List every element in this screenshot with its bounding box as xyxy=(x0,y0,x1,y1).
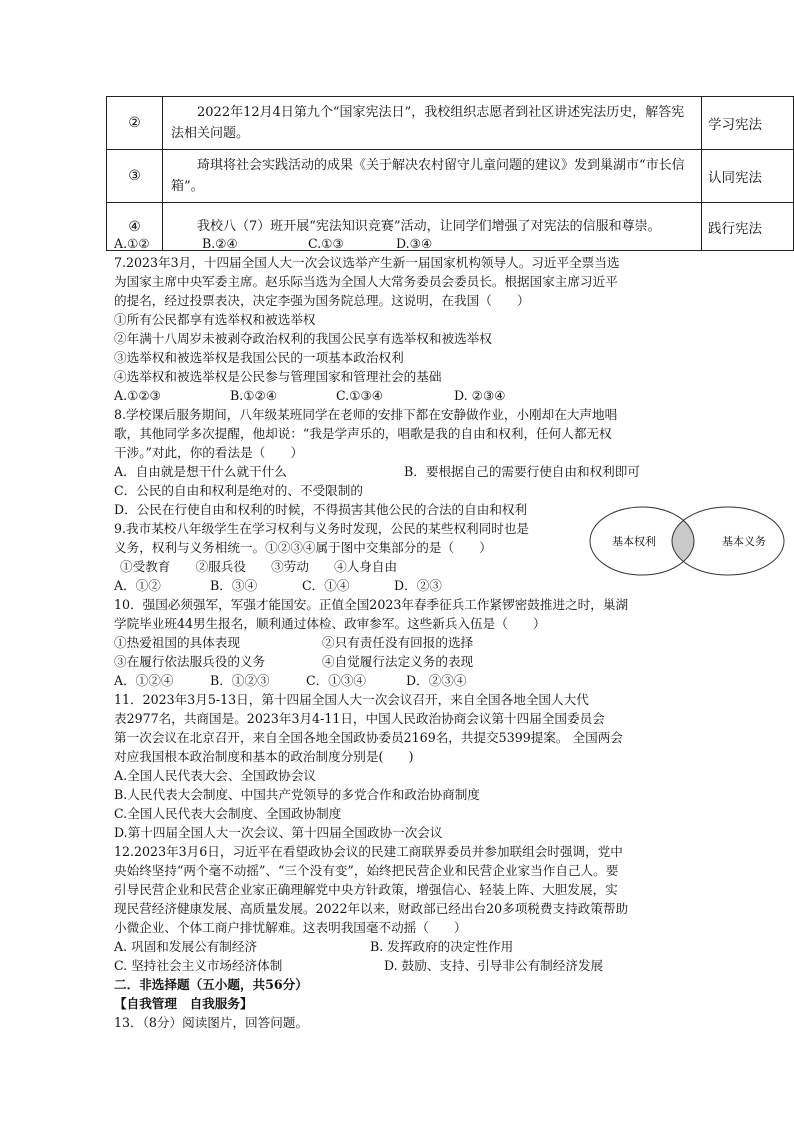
q7-stem: 为国家主席中央军委主席。赵乐际当选为全国人大常务委员会委员长。根据国家主席习近平 xyxy=(114,274,618,289)
q12-stem: 现民营经济健康发展、高质量发展。2022年以来，财政部已经出台20多项税费支持政策帮助 xyxy=(114,901,629,916)
option-a: A．自由就是想干什么就干什么 xyxy=(114,464,287,479)
option-c: C. 坚持社会主义市场经济体制 xyxy=(114,958,283,973)
q12-options-cd xyxy=(114,956,674,975)
option-b: B．③④ xyxy=(210,578,258,593)
q12-stem: 引导民营企业和民营企业家正确理解党中央方针政策，增强信心、轻装上阵、大胆发展，实 xyxy=(114,882,618,897)
row-text: 琦琪将社会实践活动的成果《关于解决农村留守儿童问题的建议》发到巢湖市“市长信箱”。 xyxy=(163,150,702,203)
option-d: D.第十四届全国人大一次会议、第十四届全国政协一次会议 xyxy=(114,825,443,840)
constitution-table xyxy=(106,96,794,251)
item-1: ①热爱祖国的具体表现 xyxy=(114,635,240,650)
q8-options-ab xyxy=(114,462,674,481)
row-text: 2022年12月4日第九个“国家宪法日”，我校组织志愿者到社区讲述宪法历史，解答宪法相关问题。 xyxy=(163,97,702,150)
q7-item: ①所有公民都享有选举权和被选举权 xyxy=(114,312,316,327)
option-c: C.①③ xyxy=(308,236,344,251)
option-c: C．公民的自由和权利是绝对的、不受限制的 xyxy=(114,483,363,498)
option-d: D．公民在行使自由和权利的时候，不得损害其他公民的合法的自由和权利 xyxy=(114,502,528,517)
option-c: C．①④ xyxy=(302,578,350,593)
q9-stem: 9.我市某校八年级学生在学习权利与义务时发现，公民的某些权利同时也是 xyxy=(114,521,530,536)
option-c: C．①③④ xyxy=(306,673,367,688)
section-heading: 二．非选择题（五小题，共56分） xyxy=(114,977,308,992)
q12-stem: 小微企业、个体工商户排忧解难。这表明我国毫不动摇（ ） xyxy=(114,920,467,935)
row-tag: 践行宪法 xyxy=(702,203,794,251)
q7-item: ③选举权和被选举权是我国公民的一项基本政治权利 xyxy=(114,350,404,365)
q7-item: ②年满十八周岁未被剥夺政治权利的我国公民享有选举权和被选举权 xyxy=(114,331,492,346)
option-c: C.全国人民代表大会制度、全国政协制度 xyxy=(114,806,342,821)
option-b: B.①②④ xyxy=(230,388,278,403)
q10-items xyxy=(114,633,674,652)
q10-stem: 学院毕业班44男生报名，顺利通过体检、政审参军。这些新兵入伍是（ ） xyxy=(114,616,546,631)
section-tag: 【自我管理 自我服务】 xyxy=(114,996,253,1011)
venn-left-label: 基本权利 xyxy=(612,535,656,548)
option-a: A.全国人民代表大会、全国政协会议 xyxy=(114,768,317,783)
option-d: D. 鼓励、支持、引导非公有制经济发展 xyxy=(384,958,604,973)
option-a: A．①②④ xyxy=(114,673,174,688)
option-d: D.③④ xyxy=(396,236,433,251)
q11-stem: 表2977名，共商国是。2023年3月4-11日，中国人民政治协商会议第十四届全国委员会 xyxy=(114,711,605,726)
q7-stem: 7.2023年3月，十四届全国人大一次会议选举产生新一届国家机构领导人。习近平全票当选 xyxy=(114,255,620,270)
venn-right-label: 基本义务 xyxy=(722,535,766,548)
q13-stem: 13．（8分）阅读图片，回答问题。 xyxy=(114,1015,309,1030)
q10-options xyxy=(114,671,674,690)
q7-options xyxy=(114,386,674,405)
option-b: B.②④ xyxy=(202,236,238,251)
q9-stem: 义务，权利与义务相统一。①②③④属于图中交集部分的是（ ） xyxy=(114,540,492,555)
q12-stem: 央始终坚持“两个毫不动摇”、“三个没有变”，始终把民营企业和民营企业家当作自己人。要 xyxy=(114,863,619,878)
row-number: ④ xyxy=(107,203,163,251)
option-a: A．①② xyxy=(114,578,161,593)
q11-stem: 第一次会议在北京召开，来自全国各地全国政协委员2169名，共提交5399提案。 全国两会 xyxy=(114,730,623,745)
option-a: A. 巩固和发展公有制经济 xyxy=(114,939,258,954)
option-b: B.人民代表大会制度、中国共产党领导的多党合作和政治协商制度 xyxy=(114,787,480,802)
option-d: D．②③ xyxy=(394,578,442,593)
q12-options-ab xyxy=(114,937,674,956)
q10-stem: 10．强国必须强军，军强才能国安。正值全国2023年春季征兵工作紧锣密鼓推进之时，巢湖 xyxy=(114,597,629,612)
option-b: B．①②③ xyxy=(210,673,270,688)
option-c: C.①③④ xyxy=(336,388,384,403)
item-3: ③在履行依法服兵役的义务 xyxy=(114,654,266,669)
table-row xyxy=(107,97,794,150)
q10-items xyxy=(114,652,674,671)
q8-stem: 歌，其他同学多次提醒，他却说：“我是学声乐的，唱歌是我的自由和权利，任何人都无权 xyxy=(114,426,612,441)
q12-stem: 12.2023年3月6日，习近平在看望政协会议的民建工商联界委员并参加联组会时强调，党中 xyxy=(114,844,623,859)
option-a: A.①② xyxy=(114,236,150,251)
question-content xyxy=(114,234,674,1032)
row-tag: 学习宪法 xyxy=(702,97,794,150)
option-b: B. 发挥政府的决定性作用 xyxy=(370,939,514,954)
venn-svg xyxy=(588,503,794,579)
table-row xyxy=(107,150,794,203)
row-number: ③ xyxy=(107,150,163,203)
option-b: B．要根据自己的需要行使自由和权利即可 xyxy=(404,464,640,479)
item-4: ④自觉履行法定义务的表现 xyxy=(322,654,474,669)
q7-stem: 的提名，经过投票表决，决定李强为国务院总理。这说明，在我国（ ） xyxy=(114,293,530,308)
option-a: A.①②③ xyxy=(114,388,161,403)
q8-stem: 8.学校课后服务期间，八年级某班同学在老师的安排下都在安静做作业，小刚却在大声地唱 xyxy=(114,407,618,422)
row-text: 我校八（7）班开展“宪法知识竞赛”活动，让同学们增强了对宪法的信服和尊崇。 xyxy=(163,203,702,251)
row-number: ② xyxy=(107,97,163,150)
row-tag: 认同宪法 xyxy=(702,150,794,203)
option-d: D. ②③④ xyxy=(454,388,506,403)
q9-items: ①受教育 ②服兵役 ③劳动 ④人身自由 xyxy=(120,559,398,574)
item-2: ②只有责任没有回报的选择 xyxy=(322,635,474,650)
venn-diagram xyxy=(588,503,794,579)
q11-stem: 11．2023年3月5-13日，第十四届全国人大一次会议召开，来自全国各地全国人大代 xyxy=(114,692,589,707)
q8-stem: 干涉。”对此，你的看法是（ ） xyxy=(114,445,304,460)
q6-options xyxy=(114,234,674,253)
q11-stem: 对应我国根本政治制度和基本的政治制度分别是( ) xyxy=(114,749,414,764)
q7-item: ④选举权和被选举权是公民参与管理国家和管理社会的基础 xyxy=(114,369,442,384)
option-d: D．②③④ xyxy=(406,673,467,688)
